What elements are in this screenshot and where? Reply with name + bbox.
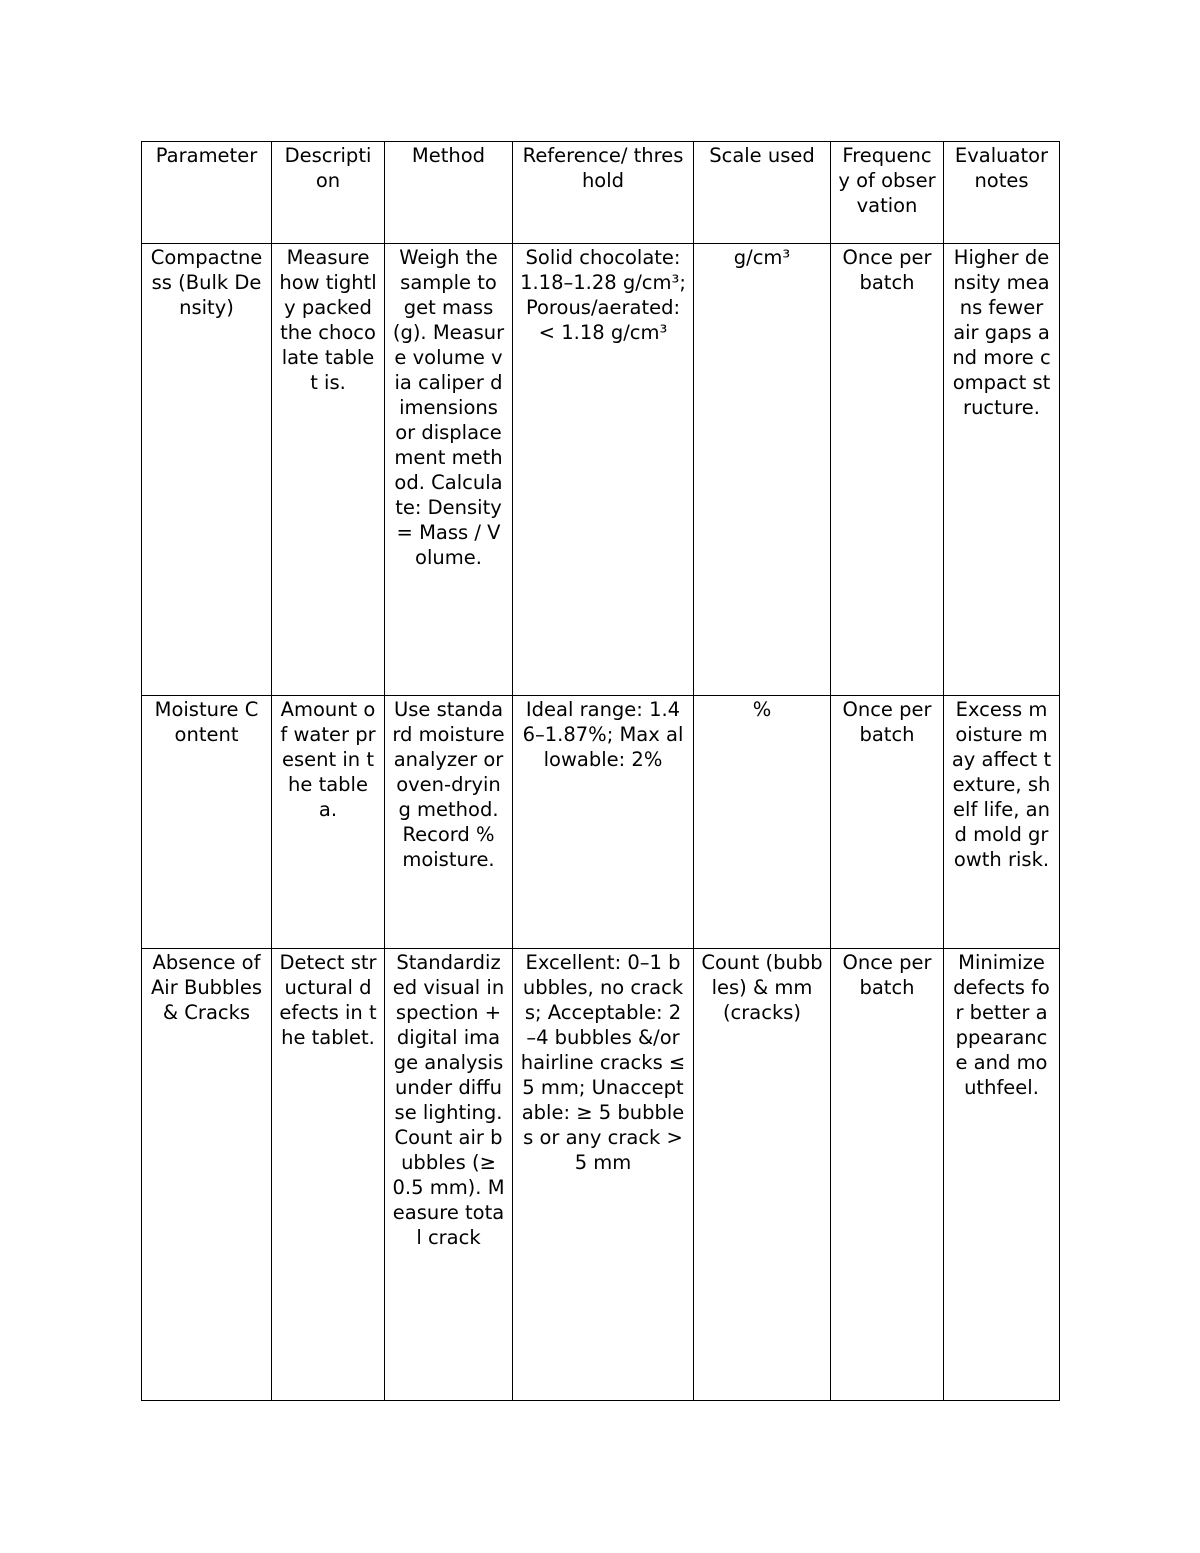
cell-parameter: Absence of Air Bubbles & Cracks (142, 949, 272, 1401)
cell-scale-used: % (694, 696, 831, 949)
cell-evaluator-notes: Excess moisture may affect texture, shelf life, and mold growth risk. (944, 696, 1060, 949)
cell-description: Amount of water present in the tablea. (272, 696, 385, 949)
cell-method: Weigh the sample to get mass (g). Measure volume via caliper dimensions or displacement method. Calculate: Density = Mass / Volume. (385, 244, 513, 696)
cell-scale-used: g/cm³ (694, 244, 831, 696)
table-row (142, 949, 1060, 1401)
cell-scale-used: Count (bubbles) & mm (cracks) (694, 949, 831, 1401)
header-method: Method (385, 142, 513, 244)
cell-description: Detect structural defects in the tablet. (272, 949, 385, 1401)
cell-frequency: Once per batch (831, 244, 944, 696)
cell-evaluator-notes: Higher density means fewer air gaps and more compact structure. (944, 244, 1060, 696)
table-header-row (142, 142, 1060, 244)
cell-reference-threshold: Ideal range: 1.46–1.87%; Max allowable: 2% (513, 696, 694, 949)
header-frequency: Frequency of observation (831, 142, 944, 244)
cell-reference-threshold: Solid chocolate: 1.18–1.28 g/cm³; Porous/aerated: < 1.18 g/cm³ (513, 244, 694, 696)
cell-description: Measure how tightly packed the chocolate tablet is. (272, 244, 385, 696)
header-parameter: Parameter (142, 142, 272, 244)
table-row (142, 244, 1060, 696)
cell-reference-threshold: Excellent: 0–1 bubbles, no cracks; Acceptable: 2–4 bubbles &/or hairline cracks ≤ 5 mm; Unacceptable: ≥ 5 bubbles or any crack > 5 mm (513, 949, 694, 1401)
header-scale-used: Scale used (694, 142, 831, 244)
cell-frequency: Once per batch (831, 949, 944, 1401)
cell-parameter: Compactness (Bulk Density) (142, 244, 272, 696)
header-description: Description (272, 142, 385, 244)
cell-frequency: Once per batch (831, 696, 944, 949)
cell-method: Standardized visual inspection + digital image analysis under diffuse lighting. Count air bubbles (≥0.5 mm). Measure total crack (385, 949, 513, 1401)
cell-parameter: Moisture Content (142, 696, 272, 949)
cell-evaluator-notes: Minimize defects for better appearance and mouthfeel. (944, 949, 1060, 1401)
cell-method: Use standard moisture analyzer or oven-drying method. Record % moisture. (385, 696, 513, 949)
header-reference-threshold: Reference/ threshold (513, 142, 694, 244)
header-evaluator-notes: Evaluator notes (944, 142, 1060, 244)
quality-parameters-table (141, 141, 1060, 1401)
table-row (142, 696, 1060, 949)
